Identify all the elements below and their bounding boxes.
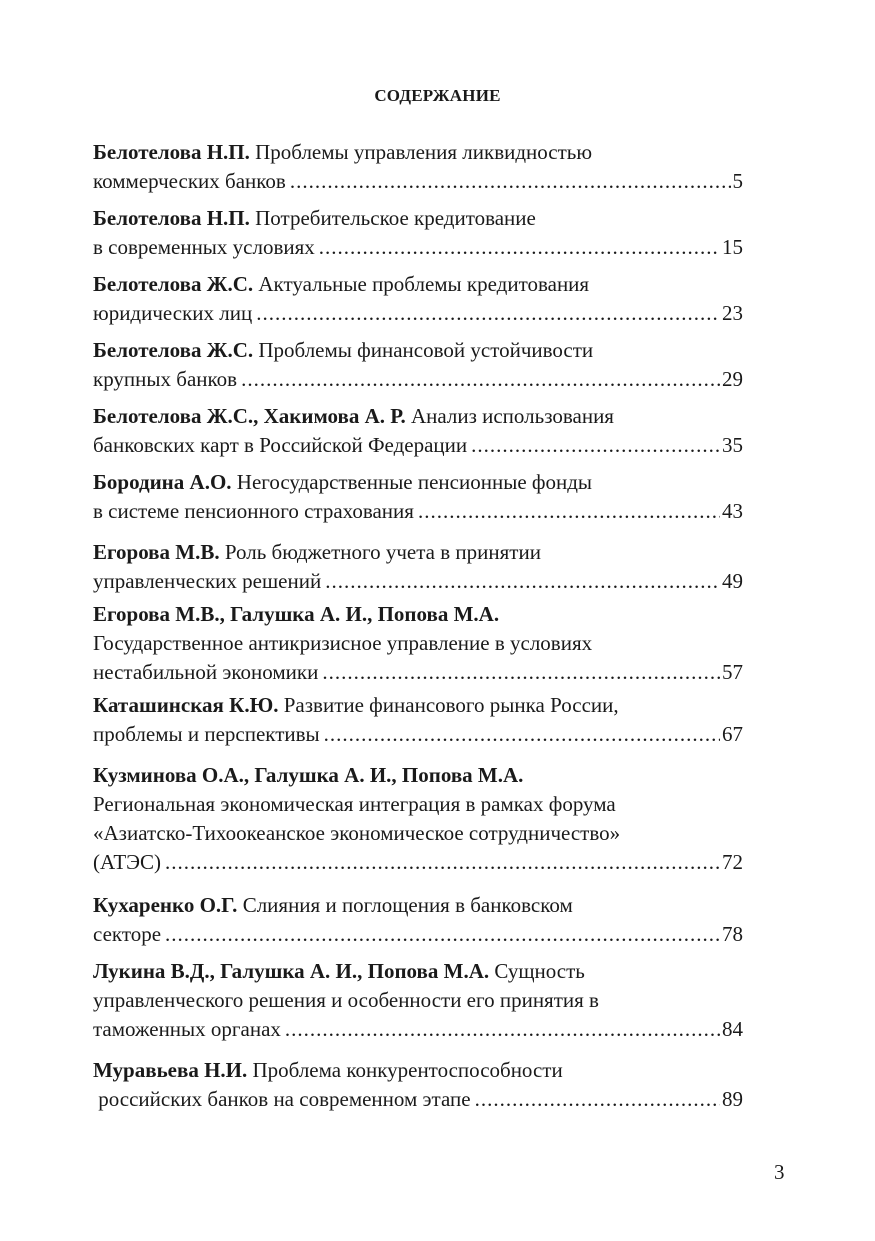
toc-entry[interactable] <box>93 468 743 526</box>
toc-entry-line <box>93 538 743 567</box>
toc-entry-line <box>93 986 743 1015</box>
table-of-contents <box>93 138 743 1114</box>
dot-leader <box>256 299 720 328</box>
toc-entry-title-text: коммерческих банков <box>93 169 286 193</box>
toc-entry-authors: Лукина В.Д., Галушка А. И., Попова М.А. <box>93 959 490 983</box>
toc-entry-line <box>93 336 743 365</box>
dot-leader <box>165 848 720 877</box>
toc-entry-title-text: Потребительское кредитование <box>255 206 536 230</box>
toc-entry-title-text: Проблемы управления ликвидностью <box>255 140 593 164</box>
toc-entry-title-text: Развитие финансового рынка России, <box>283 693 619 717</box>
toc-entry-page: 23 <box>722 301 743 325</box>
toc-entry-last-line <box>93 848 743 877</box>
toc-entry-title-text: (АТЭС) <box>93 850 162 874</box>
toc-entry-title-text: Слияния и поглощения в банковском <box>242 893 573 917</box>
toc-entry-authors: Каташинская К.Ю. <box>93 693 279 717</box>
toc-entry-title-text: Проблема конкурентоспособности <box>252 1058 563 1082</box>
dot-leader <box>165 920 720 949</box>
toc-entry-line <box>93 1056 743 1085</box>
toc-entry-authors: Бородина А.О. <box>93 470 232 494</box>
toc-entry-last-line <box>93 567 743 596</box>
toc-entry-page: 89 <box>722 1087 743 1111</box>
toc-entry[interactable] <box>93 1056 743 1114</box>
toc-entry-page: 78 <box>722 922 743 946</box>
toc-entry[interactable] <box>93 538 743 596</box>
toc-entry[interactable] <box>93 138 743 196</box>
toc-entry-page: 5 <box>732 169 743 193</box>
toc-entry-title-text: Роль бюджетного учета в принятии <box>224 540 541 564</box>
dot-leader <box>475 1085 720 1114</box>
toc-entry-authors: Кузминова О.А., Галушка А. И., Попова М.А. <box>93 763 524 787</box>
toc-entry-authors: Белотелова Ж.С. <box>93 338 254 362</box>
toc-entry-last-line <box>93 1015 743 1044</box>
toc-entry[interactable] <box>93 600 743 687</box>
toc-entry[interactable] <box>93 957 743 1044</box>
toc-entry-line <box>93 468 743 497</box>
toc-entry-title-text: банковских карт в Российской Федерации <box>93 433 468 457</box>
toc-entry-title-text: крупных банков <box>93 367 238 391</box>
toc-entry-page: 43 <box>722 499 743 523</box>
toc-entry[interactable] <box>93 691 743 749</box>
toc-entry-title-text: Анализ использования <box>410 404 614 428</box>
dot-leader <box>241 365 720 394</box>
dot-leader <box>322 658 720 687</box>
toc-entry-page: 29 <box>722 367 743 391</box>
toc-entry-authors: Муравьева Н.И. <box>93 1058 248 1082</box>
toc-entry-authors: Белотелова Н.П. <box>93 140 250 164</box>
toc-entry-title-text: секторе <box>93 922 162 946</box>
toc-entry-last-line <box>93 365 743 394</box>
dot-leader <box>285 1015 720 1044</box>
toc-entry-line <box>93 629 743 658</box>
toc-entry-last-line <box>93 233 743 262</box>
toc-entry-authors: Белотелова Ж.С. <box>93 272 254 296</box>
toc-entry-title-text: Сущность <box>494 959 585 983</box>
toc-entry-page: 49 <box>722 569 743 593</box>
toc-entry-line <box>93 138 743 167</box>
toc-entry-title-text: проблемы и перспективы <box>93 722 320 746</box>
dot-leader <box>325 567 720 596</box>
toc-entry-line <box>93 600 743 629</box>
toc-entry-title-text: Региональная экономическая интеграция в рамках форума <box>93 792 616 816</box>
toc-entry-page: 84 <box>722 1017 743 1041</box>
toc-entry-title-text: Негосударственные пенсионные фонды <box>236 470 593 494</box>
toc-entry-title-text: нестабильной экономики <box>93 660 319 684</box>
toc-entry-authors: Егорова М.В., Галушка А. И., Попова М.А. <box>93 602 500 626</box>
dot-leader <box>418 497 720 526</box>
toc-entry-page: 72 <box>722 850 743 874</box>
toc-entry-title-text: управленческих решений <box>93 569 322 593</box>
toc-entry-line <box>93 819 743 848</box>
dot-leader <box>290 167 731 196</box>
toc-entry-last-line <box>93 299 743 328</box>
toc-entry-line <box>93 204 743 233</box>
toc-entry-page: 35 <box>722 433 743 457</box>
dot-leader <box>471 431 720 460</box>
toc-entry-line <box>93 957 743 986</box>
toc-entry-authors: Белотелова Н.П. <box>93 206 250 230</box>
toc-entry-title-text: Проблемы финансовой устойчивости <box>258 338 594 362</box>
toc-entry-line <box>93 691 743 720</box>
toc-entry-line <box>93 402 743 431</box>
toc-entry[interactable] <box>93 891 743 949</box>
toc-entry[interactable] <box>93 336 743 394</box>
toc-entry-title-text: в системе пенсионного страхования <box>93 499 414 523</box>
toc-entry-title-text: «Азиатско-Тихоокеанское экономическое сотрудничество» <box>93 821 621 845</box>
toc-entry-page: 57 <box>722 660 743 684</box>
toc-entry-authors: Белотелова Ж.С., Хакимова А. Р. <box>93 404 406 428</box>
toc-entry-title-text: Актуальные проблемы кредитования <box>258 272 590 296</box>
toc-entry-last-line <box>93 1085 743 1114</box>
toc-entry-authors: Кухаренко О.Г. <box>93 893 238 917</box>
toc-entry-title-text: в современных условиях <box>93 235 315 259</box>
toc-entry-title-text: управленческого решения и особенности его принятия в <box>93 988 599 1012</box>
toc-entry-title-text: таможенных органах <box>93 1017 281 1041</box>
toc-entry-page: 15 <box>722 235 743 259</box>
toc-entry-last-line <box>93 658 743 687</box>
toc-entry-line <box>93 761 743 790</box>
toc-entry-title-text: российских банков на современном этапе <box>93 1087 471 1111</box>
toc-entry-title-text: Государственное антикризисное управление в условиях <box>93 631 593 655</box>
toc-entry-last-line <box>93 167 743 196</box>
toc-entry-line <box>93 270 743 299</box>
toc-entry-last-line <box>93 431 743 460</box>
toc-entry-line <box>93 891 743 920</box>
toc-entry[interactable] <box>93 761 743 877</box>
page-number: 3 <box>774 1160 785 1184</box>
toc-entry-last-line <box>93 720 743 749</box>
toc-entry-last-line <box>93 920 743 949</box>
dot-leader <box>319 233 720 262</box>
toc-entry-title-text: юридических лиц <box>93 301 253 325</box>
toc-entry-authors: Егорова М.В. <box>93 540 220 564</box>
toc-entry[interactable] <box>93 270 743 328</box>
toc-entry-last-line <box>93 497 743 526</box>
toc-entry-line <box>93 790 743 819</box>
dot-leader <box>324 720 720 749</box>
toc-entry[interactable] <box>93 402 743 460</box>
page-title: СОДЕРЖАНИЕ <box>374 86 501 105</box>
toc-entry[interactable] <box>93 204 743 262</box>
toc-entry-page: 67 <box>722 722 743 746</box>
